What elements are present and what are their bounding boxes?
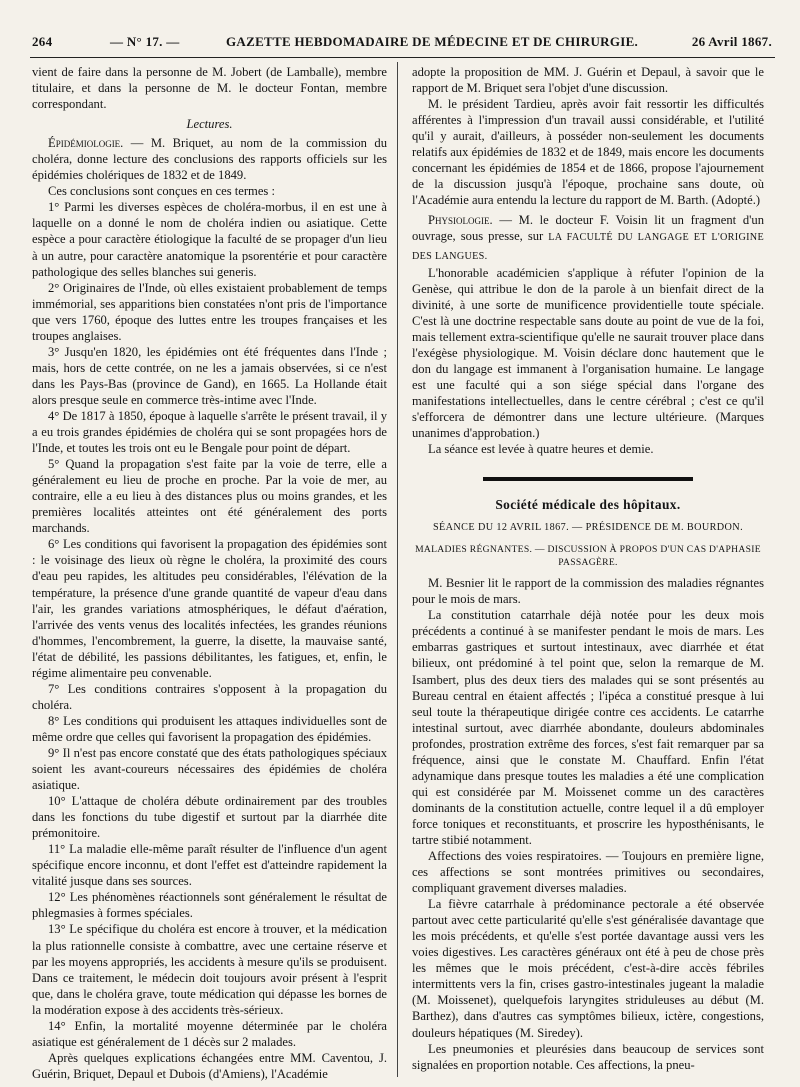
left-column — [32, 64, 387, 1082]
conclusion-item: 13° Le spécifique du choléra est encore à trouver, et la médication la plus rationnelle consiste à combattre, avec une certaine réserve et par les moyens appropriés, les accidents à mesure qu'ils se produisent. Dans ce traitement, le médecin doit toujours avoir présent à l'esprit que, dans le choléra grave, toute médication qui dépasse les bornes de la modération expose à des accidents très-sérieux. — [32, 922, 387, 1017]
tardieu-paragraph: M. le président Tardieu, après avoir fait ressortir les difficultés afférentes à l'impression d'un travail aussi considérable, et l'utilité qu'il y aurait, d'ailleurs, à posséder non-seulement les documents relatifs aux épidémies de 1832 et de 1849, mais encore les documents concernant les épidémies de 1854 et de 1866, propose l'ajournement de la discussion jusqu'à l'époque, prochaine sans doute, où l'Académie aura entendu la lecture du rapport de M. Barth. (Adopté.) — [412, 97, 764, 208]
seance-line: SÉANCE DU 12 AVRIL 1867. — PRÉSIDENCE DE M. BOURDON. — [432, 522, 744, 534]
conclusion-item: 3° Jusqu'en 1820, les épidémies ont été fréquentes dans l'Inde ; mais, hors de cette contrée, on ne les a jamais observées, si ce n'est dans les Pays-Bas (province de Gand), en 1665. La Hollande était alors presque seule en commerce très-intime avec l'Inde. — [32, 344, 387, 407]
conclusion-item: 7° Les conditions contraires s'opposent à la propagation du choléra. — [32, 681, 387, 712]
journal-title: GAZETTE HEBDOMADAIRE DE MÉDECINE ET DE CHIRURGIE. — [226, 34, 639, 49]
closing-paragraph: Après quelques explications échangées entre MM. Caventou, J. Guérin, Briquet, Depaul et Dubois (d'Amiens), l'Académie — [32, 1050, 387, 1081]
conclusion-item: 4° De 1817 à 1850, époque à laquelle s'arrête le présent travail, il y a eu trois grandes épidémies de choléra qui se sont propagées hors de l'Inde, et toutes les trois ont eu le Bengale pour point de départ. — [32, 408, 387, 456]
header-rule — [30, 57, 775, 58]
issue-date: 26 Avril 1867. — [691, 34, 772, 49]
page-number: 264 — [32, 34, 53, 49]
conclusion-item: 12° Les phénomènes réactionnels sont généralement le résultat de phlegmasies à formes spéciales. — [32, 890, 387, 921]
conclusion-item: 6° Les conditions qui favorisent la propagation des épidémies sont : le voisinage des lieux où règne le choléra, la proximité des cours d'eau peu rapides, les altitudes peu considérables, l'élévation de la température, la présence d'une grande quantité de vapeur d'eau dans l'air, les grandes variations atmosphériques, le défaut d'aération, l'arrivée des vents venus des localités infectées, les grandes réunions d'hommes, l'encombrement, la guerre, la disette, la mauvaise santé, l'état de débilité, les passions débilitantes, les fatigues, et, enfin, le régime alimentaire peu convenable. — [32, 537, 387, 680]
voisin-paragraph: L'honorable académicien s'applique à réfuter l'opinion de la Genèse, qui attribue le don de la parole à un bienfait direct de la divinité, à une sorte de munificence providentielle toute spéciale. C'est là une doctrine respectable sans doute au point de vue de la foi, mais tellement extra-scientifique qu'elle ne saurait trouver place dans l'exégèse physiologique. M. Voisin déclare donc hautement que le don du langage est immanent à l'organisation humaine. Le langage est une faculté qui a son siége spécial dans l'organe des manifestations intellectuelles, dans le centre cérébral ; c'est ce qu'il s'efforcera de démontrer dans une lecture ultérieure. (Marques unanimes d'approbation.) — [412, 265, 764, 441]
besnier-paragraph: M. Besnier lit le rapport de la commission des maladies régnantes pour le mois de mars. — [412, 576, 764, 607]
affections-paragraph: Affections des voies respiratoires. — Toujours en première ligne, ces affections se sont montrées primitives ou secondaires, compliquant gravement diverses maladies. — [412, 849, 764, 896]
fievre-paragraph: La fièvre catarrhale à prédominance pectorale a été observée partout avec cette particularité qu'elle s'est généralisée davantage que les mois précédents, et qu'elle s'est portée davantage aussi vers les voies digestives. Les caractères généraux ont été à peu de chose près les mêmes que le mois précédent, c'est-à-dire accès fébriles intermittents vers la fin, crises gastro-intestinales jugeant la maladie (M. Moissenet), quelquefois laryngites striduleuses au début (M. Barthez), dans d'autres cas symptômes bilieux, ictère, congestions, douleurs hépatiques (M. Siredey). — [412, 897, 764, 1040]
maladies-heading: MALADIES RÉGNANTES. — DISCUSSION À PROPOS D'UN CAS D'APHASIE PASSAGÈRE. — [415, 544, 761, 569]
physiology-paragraph — [412, 212, 764, 264]
physiology-title: LA FACULTÉ DU LANGAGE ET L'ORIGINE DES LANGUES. — [412, 232, 764, 262]
conclusion-item: 14° Enfin, la mortalité moyenne déterminée par le choléra asiatique est généralement de 1 décès sur 2 malades. — [32, 1018, 387, 1049]
constitution-paragraph: La constitution catarrhale déjà notée pour les deux mois précédents a continué à se manifester pendant le mois de mars. Les embarras gastriques et surtout intestinaux, avec diarrhée et état bilieux, ont prédominé à tel point que, selon la remarque de M. Isambert, plus des deux tiers des malades qui se sont présentés au Bureau central en étaient affectés ; l'ipéca a constitué presque à lui seul toute la thérapeutique dirigée contre ces accidents. Le catarrhe intestinal surtout, avec diarrhée abondante, douleurs abdominales profondes, prostration extrême des forces, s'est fait remarquer par sa fréquence, ainsi que le constate M. Chauffard. Enfin l'état adynamique dans presque toutes les maladies a été une complication qui est considérée par M. Moissenet comme un des caractères dominants de la constitution actuelle, contre lequel il a dû employer force toniques et reconstituants, et proscrire les hyposthénisants, le tartre stibié notamment. — [412, 608, 764, 847]
column-divider — [397, 62, 398, 1077]
conclusion-item: 9° Il n'est pas encore constaté que des états pathologiques spéciaux soient les avant-coureurs nécessaires des épidémies de choléra asiatique. — [32, 745, 387, 793]
pneumonies-paragraph: Les pneumonies et pleurésies dans beaucoup de services sont signalées en proportion notable. Ces affections, la pneu- — [412, 1041, 764, 1072]
conclusion-item: 11° La maladie elle-même paraît résulter de l'influence d'un agent spécifique encore inconnu, et dont l'effet est d'atteindre rapidement la vitalité jusque dans ses sources. — [32, 842, 387, 889]
conclusions-intro: Ces conclusions sont conçues en ces termes : — [48, 184, 275, 199]
section-rule — [483, 477, 693, 481]
epidemiology-label: Épidémiologie. — [48, 136, 124, 151]
issue-number: — N° 17. — — [110, 34, 180, 49]
continuation-paragraph: adopte la proposition de MM. J. Guérin et Depaul, à savoir que le rapport de M. Briquet sera l'objet d'une discussion. — [412, 65, 764, 96]
intro-paragraph: vient de faire dans la personne de M. Jobert (de Lamballe), membre titulaire, et dans la personne de M. le docteur Fontan, membre correspondant. — [32, 65, 387, 112]
conclusion-item: 2° Originaires de l'Inde, où elles existaient probablement de temps immémorial, ses apparitions bien constatées n'ont pris de l'importance que vers 1760, époque des luttes entre les troupes françaises et les troupes anglaises. — [32, 280, 387, 343]
epidemiology-text: — M. Briquet, au nom de la commission du choléra, donne lecture des conclusions des rapports officiels sur les épidémies cholériques de 1832 et de 1849. — [32, 136, 387, 183]
physiology-text: — M. le docteur F. Voisin lit un fragment d'un ouvrage, sous presse, sur — [412, 213, 764, 244]
lectures-heading: Lectures. — [186, 117, 233, 132]
adjourn-paragraph: La séance est levée à quatre heures et demie. — [428, 442, 654, 457]
conclusion-item: 1° Parmi les diverses espèces de choléra-morbus, il en est une à laquelle on a donné le nom de choléra indien ou asiatique. Cette espèce a pour caractère étiologique la faculté de se propager d'un lieu à un autre, pour caractère anatomique la psorentérie et pour caractère pathologique des selles blanches sui generis. — [32, 200, 387, 279]
society-title: Société médicale des hôpitaux. — [495, 497, 681, 513]
page-header — [32, 34, 772, 56]
epidemiology-paragraph — [32, 135, 387, 183]
conclusion-item: 8° Les conditions qui produisent les attaques individuelles sont de même ordre que celles qui favorisent la propagation des épidémies. — [32, 713, 387, 744]
conclusion-item: 5° Quand la propagation s'est faite par la voie de terre, elle a généralement eu lieu de proche en proche. Par la voie de mer, au contraire, elle a eu lieu à des distances plus ou moins grandes, et les premières localités atteintes ont été généralement des ports marchands. — [32, 457, 387, 536]
physiology-label: Physiologie. — [428, 213, 493, 228]
conclusion-item: 10° L'attaque de choléra débute ordinairement par des troubles dans les fonctions du tube digestif et surtout par la diarrhée dite prémonitoire. — [32, 794, 387, 841]
right-column — [412, 64, 764, 1073]
